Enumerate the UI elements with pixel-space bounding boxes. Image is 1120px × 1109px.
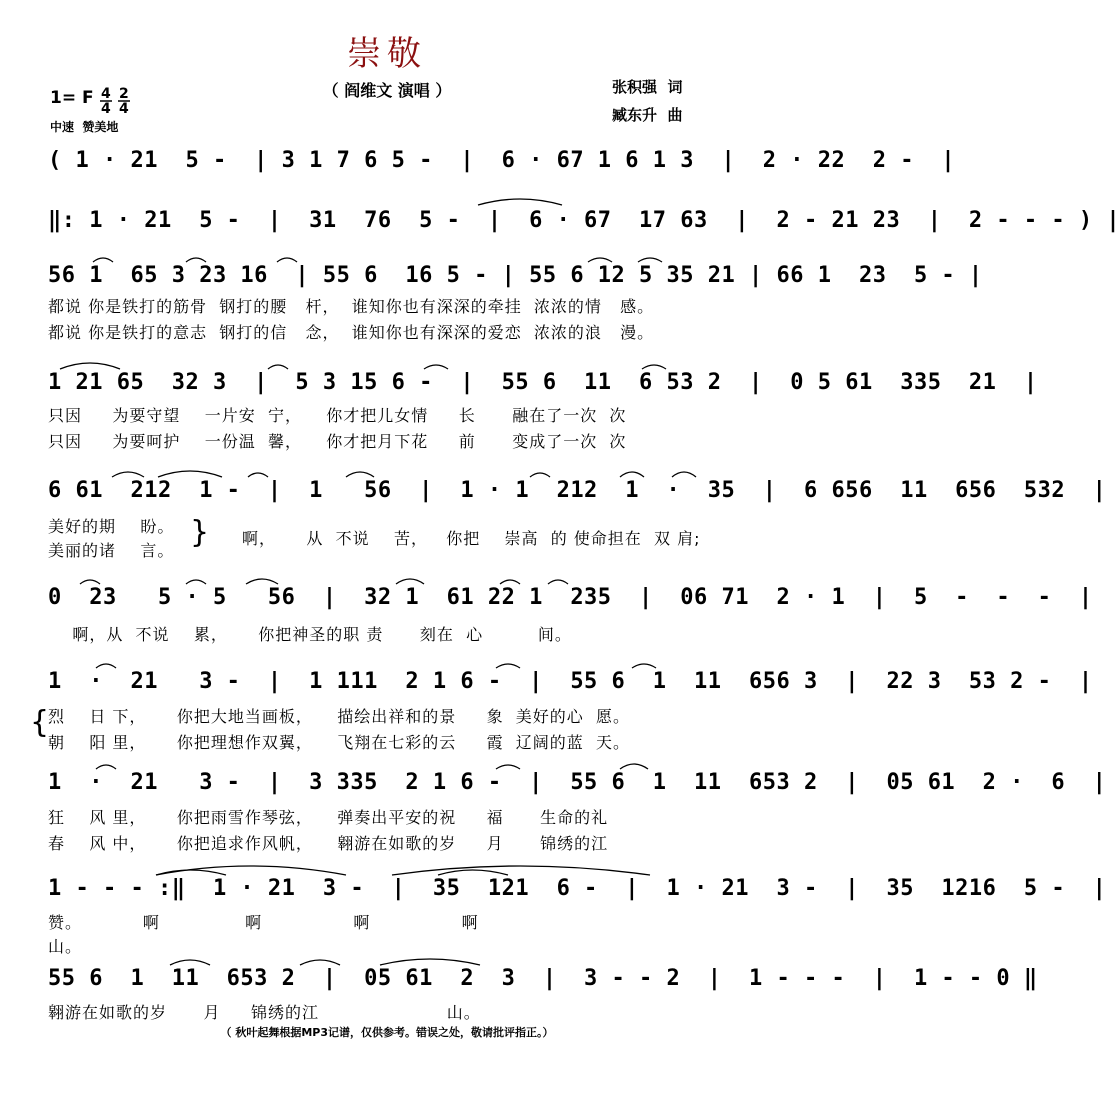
tempo-marking: 中速 赞美地: [50, 120, 119, 134]
performer-credit: （ 阎维文 演唱 ）: [322, 81, 452, 100]
lyricist-credit: 张积强 词: [612, 78, 683, 96]
lyric-row-9-verse-2: 山。: [48, 937, 83, 956]
lyric-row-3-verse-1: 都说 你是铁打的筋骨 钢打的腰 杆， 谁知你也有深深的牵挂 浓浓的情 感。: [48, 297, 655, 316]
brace-right-icon: }: [190, 515, 211, 550]
lyric-row-8-verse-1: 狂 风 里， 你把雨雪作琴弦， 弹奏出平安的祝 福 生命的礼: [48, 808, 609, 827]
lyric-row-4-verse-2: 只因 为要呵护 一份温 馨， 你才把月下花 前 变成了一次 次: [48, 432, 627, 451]
notation-row-9: 1 - - - :‖ 1 · 21 3 - | 35 121 6 - | 1 · 21 3 - | 35 1216 5 - |: [48, 876, 1107, 901]
transcription-footnote: （ 秋叶起舞根据MP3记谱，仅供参考。错误之处，敬请批评指正。）: [220, 1026, 554, 1039]
notation-row-1: ( 1 · 21 5 - | 3 1 7 6 5 - | 6 · 67 1 6 1 3 | 2 · 22 2 - |: [48, 148, 956, 173]
notation-row-6: 0 23 5 · 5 56 | 32 1 61 22 1 235 | 06 71 2 · 1 | 5 - - - |: [48, 585, 1093, 610]
notation-row-4: 1 21 65 32 3 | 5 3 15 6 - | 55 6 11 6 53 2 | 0 5 61 335 21 |: [48, 370, 1038, 395]
svg-text:4: 4: [119, 101, 129, 117]
lyric-row-10: 翱游在如歌的岁 月 锦绣的江 山。: [48, 1003, 481, 1022]
notation-row-2: ‖: 1 · 21 5 - | 31 76 5 - | 6 · 67 17 63 | 2 - 21 23 | 2 - - - ) |: [48, 208, 1120, 233]
lyric-row-7-verse-2: 朝 阳 里， 你把理想作双翼， 飞翔在七彩的云 霞 辽阔的蓝 天。: [48, 733, 630, 752]
notation-row-3: 56 1 65 3 23 16 | 55 6 16 5 - | 55 6 12 5 35 21 | 66 1 23 5 - |: [48, 263, 983, 288]
notation-row-8: 1 · 21 3 - | 3 335 2 1 6 - | 55 6 1 11 653 2 | 05 61 2 · 6 |: [48, 770, 1107, 795]
brace-left-icon: {: [30, 705, 51, 740]
lyric-row-4-verse-1: 只因 为要守望 一片安 宁， 你才把儿女情 长 融在了一次 次: [48, 406, 627, 425]
svg-text:4: 4: [101, 86, 111, 102]
lyric-row-9-verse-1: 赞。 啊 啊 啊 啊: [48, 913, 479, 932]
notation-row-5: 6 61 212 1 - | 1 56 | 1 · 1 212 1 · 35 | 6 656 11 656 532 |: [48, 478, 1107, 503]
svg-text:2: 2: [119, 86, 129, 102]
notation-row-10: 55 6 1 11 653 2 | 05 61 2 3 | 3 - - 2 | 1 - - - | 1 - - 0 ‖: [48, 966, 1038, 991]
composer-credit: 臧东升 曲: [612, 106, 683, 124]
song-title: 崇敬: [347, 34, 427, 74]
notation-row-7: 1 · 21 3 - | 1 111 2 1 6 - | 55 6 1 11 656 3 | 22 3 53 2 - |: [48, 669, 1093, 694]
lyric-row-8-verse-2: 春 风 中， 你把追求作风帆， 翱游在如歌的岁 月 锦绣的江: [48, 834, 609, 853]
lyric-row-3-verse-2: 都说 你是铁打的意志 钢打的信 念， 谁知你也有深深的爱恋 浓浓的浪 漫。: [48, 323, 655, 342]
lyric-row-5-verse-1: 美好的期 盼。: [48, 517, 175, 536]
lyric-row-5-verse-2: 美丽的诸 言。: [48, 541, 175, 560]
lyric-row-6: 啊，从 不说 累， 你把神圣的职 责 刻在 心 间。: [48, 625, 572, 644]
refrain-lyric: 啊， 从 不说 苦， 你把 崇高 的 使命担在 双 肩;: [242, 529, 701, 548]
key-signature: 1= F: [50, 88, 94, 108]
lyric-row-7-verse-1: 烈 日 下， 你把大地当画板， 描绘出祥和的景 象 美好的心 愿。: [48, 707, 630, 726]
svg-text:4: 4: [101, 101, 111, 117]
